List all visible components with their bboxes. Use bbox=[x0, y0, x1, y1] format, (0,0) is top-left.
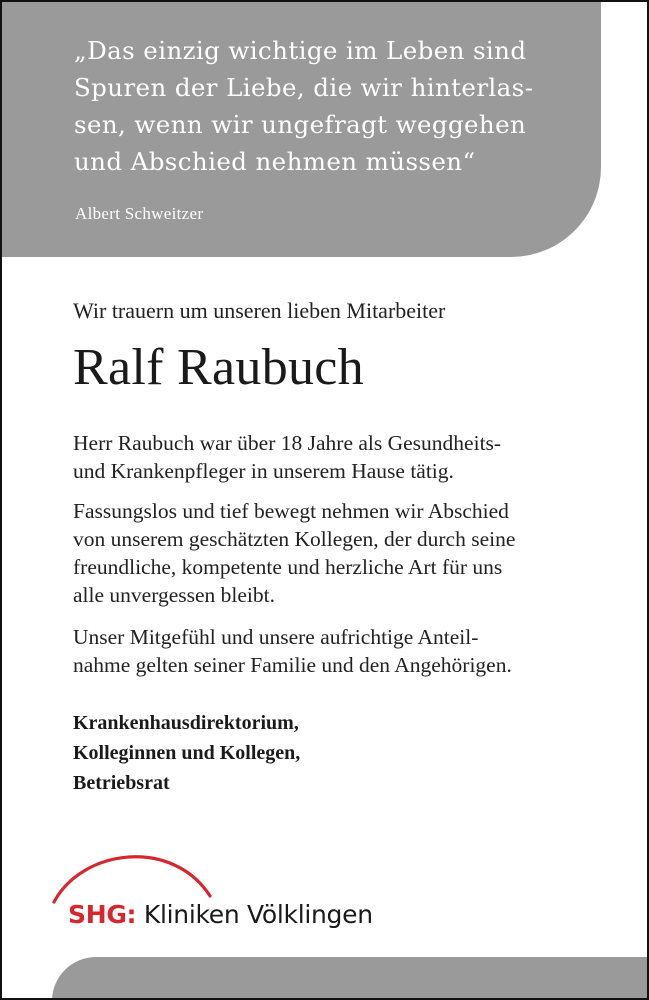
paragraph-farewell bbox=[73, 497, 515, 609]
logo-brand: SHG: bbox=[68, 900, 137, 929]
bottom-decor-panel bbox=[52, 957, 649, 1000]
paragraph-line: Fassungslos und tief bewegt nehmen wir Abschied bbox=[73, 499, 509, 523]
deceased-name: Ralf Raubuch bbox=[73, 339, 364, 396]
paragraph-line: nahme gelten seiner Familie und den Angehörigen. bbox=[73, 653, 512, 677]
signature-block bbox=[73, 708, 300, 798]
signature-line: Kolleginnen und Kollegen, bbox=[73, 742, 301, 764]
quote-line: sen, wenn wir ungefragt weggehen bbox=[74, 110, 527, 139]
intro-text: Wir trauern um unseren lieben Mitarbeiter bbox=[73, 298, 446, 323]
paragraph-line: alle unvergessen bleibt. bbox=[73, 583, 276, 607]
paragraph-line: Herr Raubuch war über 18 Jahre als Gesundheits- bbox=[73, 431, 502, 455]
logo-name: Kliniken Völklingen bbox=[143, 900, 373, 929]
paragraph-line: Unser Mitgefühl und unsere aufrichtige Anteil- bbox=[73, 625, 479, 649]
paragraph-service bbox=[73, 429, 501, 485]
signature-line: Betriebsrat bbox=[73, 772, 170, 794]
quote-panel bbox=[2, 2, 601, 257]
paragraph-line: von unserem geschätzten Kollegen, der durch seine bbox=[73, 527, 516, 551]
quote-author: Albert Schweitzer bbox=[75, 204, 204, 223]
paragraph-line: freundliche, kompetente und herzliche Art für uns bbox=[73, 555, 503, 579]
paragraph-condolence bbox=[73, 623, 512, 679]
quote-line: Spuren der Liebe, die wir hinterlas- bbox=[74, 73, 534, 102]
clinic-logo bbox=[48, 844, 378, 944]
quote-line: und Abschied nehmen müssen“ bbox=[74, 147, 476, 176]
quote-text bbox=[74, 32, 574, 180]
quote-line: „Das einzig wichtige im Leben sind bbox=[74, 36, 527, 65]
paragraph-line: und Krankenpfleger in unserem Hause tätig. bbox=[73, 459, 454, 483]
arc-logo-icon bbox=[48, 844, 218, 906]
logo-wordmark bbox=[68, 900, 373, 929]
signature-line: Krankenhausdirektorium, bbox=[73, 712, 299, 734]
